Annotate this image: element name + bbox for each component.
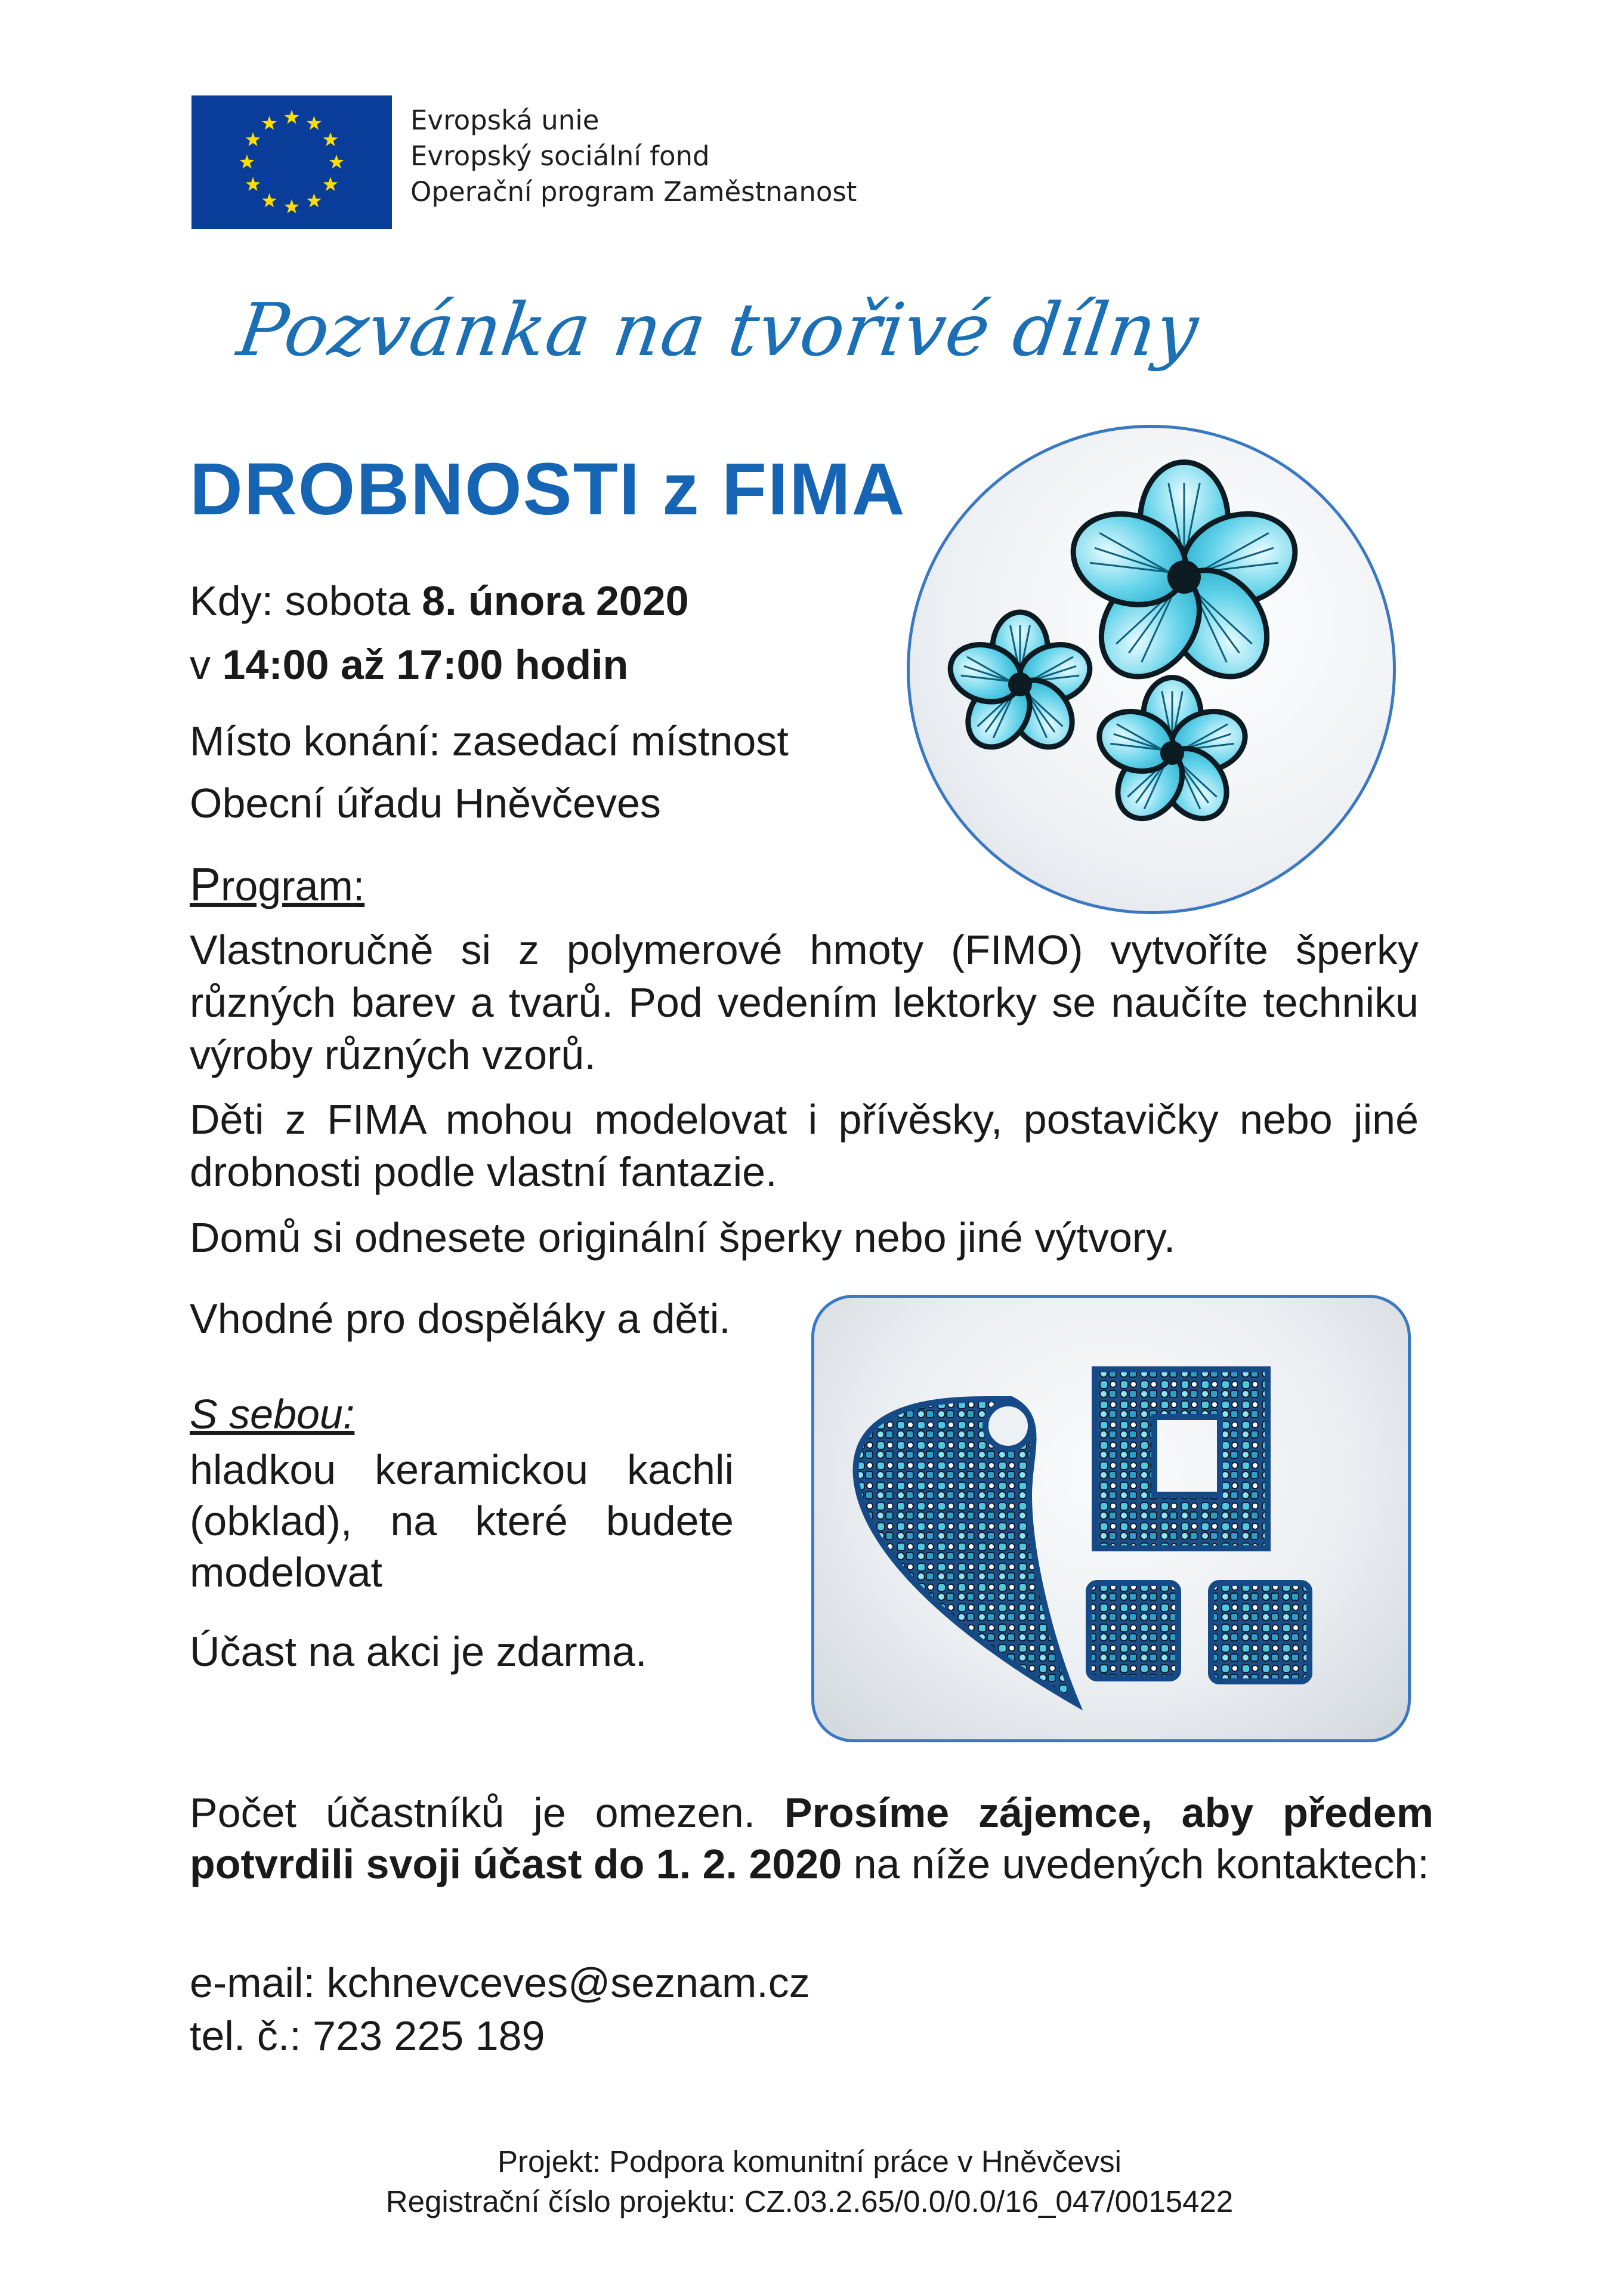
program-paragraph-3: Domů si odnesete originální šperky nebo jiné výtvory. <box>190 1214 1176 1261</box>
place-line-2: Obecní úřadu Hněvčeves <box>190 780 661 826</box>
bring-text: hladkou keramickou kachli (obklad), na které budete modelovat <box>190 1446 734 1596</box>
small-square-bead-icon <box>1211 1583 1309 1681</box>
capacity-note <box>190 1787 1433 1890</box>
date-label: Kdy: sobota <box>190 578 422 624</box>
main-title: DROBNOSTI z FIMA <box>190 449 906 530</box>
capacity-rest: na níže uvedených kontaktech: <box>842 1841 1429 1887</box>
eu-stars-icon <box>191 95 392 229</box>
square-frame-pendant-icon <box>1095 1369 1268 1548</box>
free-admission-note: Účast na akci je zdarma. <box>190 1628 647 1675</box>
capacity-bold: Prosíme zájemce, aby předem potvrdili svoji účast do 1. 2. 2020 <box>190 1789 1434 1887</box>
time-prefix: v <box>190 641 223 688</box>
place-line-1: Místo konání: zasedací místnost <box>190 718 789 764</box>
jewelry-pieces-photo <box>811 1295 1411 1742</box>
contact-email: e-mail: kchnevceves@seznam.cz <box>190 1959 810 2006</box>
eu-line-1: Evropská unie <box>410 104 600 136</box>
eu-flag <box>191 95 392 229</box>
date-value: 8. února 2020 <box>422 578 689 624</box>
time-value: 14:00 až 17:00 hodin <box>222 641 629 688</box>
event-time <box>190 634 628 696</box>
flower-jewelry-photo <box>907 425 1396 914</box>
program-paragraph-1: Vlastnoručně si z polymerové hmoty (FIMO) vytvoříte šperky různých barev a tvarů. Pod vedením lektorky se naučíte techniku výroby různých vzorů. <box>190 927 1419 1078</box>
footer-registration-text: Registrační číslo projektu: CZ.03.2.65/0.0/0.0/16_047/0015422 <box>385 2184 1234 2218</box>
audience-note: Vhodné pro dospěláky a děti. <box>190 1295 731 1342</box>
program-heading-initial: P <box>190 858 221 911</box>
event-place <box>190 710 789 834</box>
program-heading <box>190 853 364 917</box>
large-flower-icon <box>1061 462 1307 696</box>
heart-pendant-icon <box>856 1399 1077 1704</box>
eu-line-3: Operační program Zaměstnanost <box>410 176 857 208</box>
event-date <box>190 570 689 632</box>
footer-project <box>0 2144 1619 2179</box>
small-flower-icon <box>943 612 1098 759</box>
eu-program-text <box>410 103 947 210</box>
small-flower-icon <box>1092 678 1253 831</box>
footer-registration <box>0 2184 1619 2219</box>
program-heading-rest: rogram <box>221 863 353 909</box>
contact-phone: tel. č.: 723 225 189 <box>190 2013 545 2059</box>
bring-heading: S sebou: <box>190 1391 355 1437</box>
footer-project-text: Projekt: Podpora komunitní práce v Hněvčevsi <box>498 2144 1121 2178</box>
small-square-bead-icon <box>1089 1583 1178 1678</box>
capacity-normal: Počet účastníků je omezen. <box>190 1789 784 1836</box>
program-heading-colon: : <box>353 863 365 909</box>
invitation-script-title: Pozvánka na tvořivé dílny <box>233 288 1204 372</box>
program-paragraph-2: Děti z FIMA mohou modelovat i přívěsky, postavičky nebo jiné drobnosti podle vlastní fantazie. <box>190 1096 1419 1195</box>
eu-line-2: Evropský sociální fond <box>410 140 710 172</box>
